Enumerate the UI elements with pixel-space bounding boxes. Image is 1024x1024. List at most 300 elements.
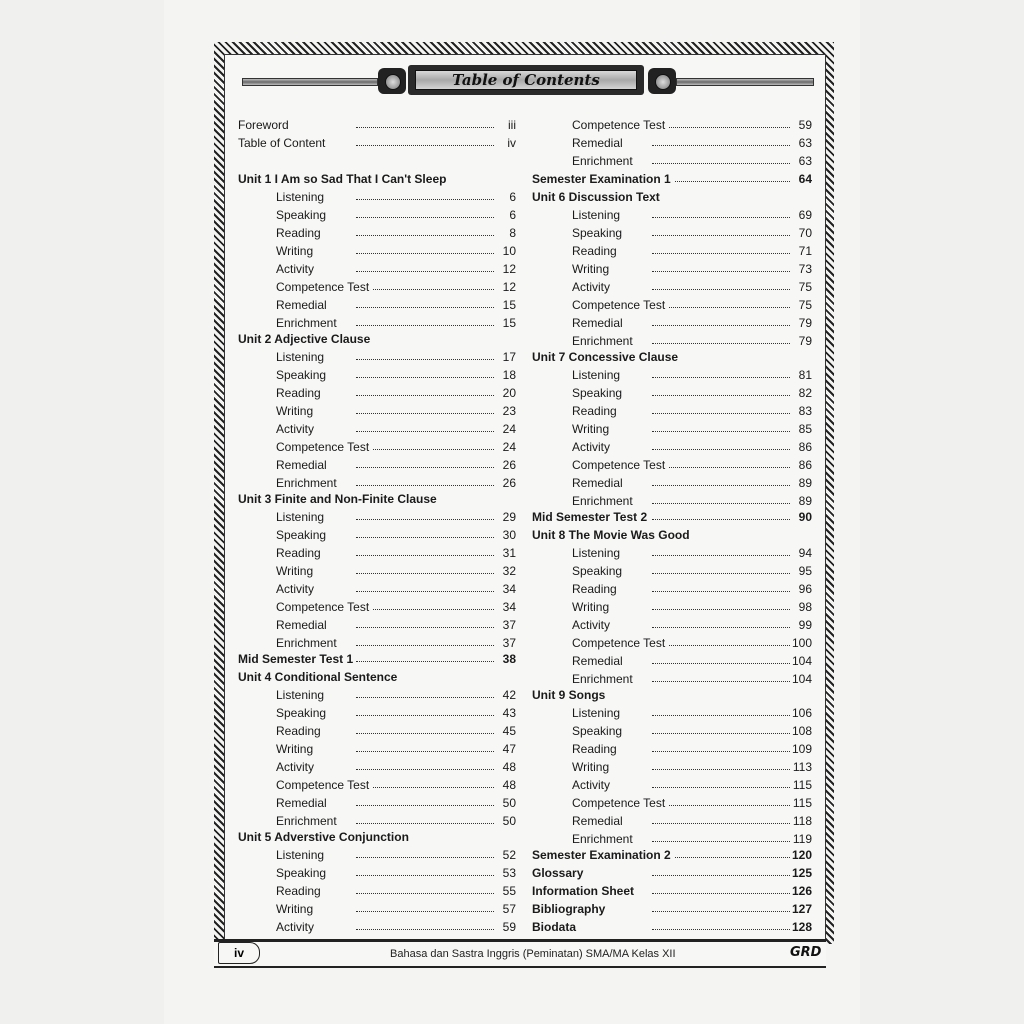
toc-leader-dots [652,503,790,504]
toc-entry-label: Enrichment [276,814,337,828]
toc-entry-label: Table of Content [238,136,326,150]
toc-page-number: 95 [798,564,812,578]
toc-entry [276,618,516,632]
toc-leader-dots [652,663,790,664]
toc-entry [276,600,516,614]
toc-page-number: 128 [791,920,812,934]
toc-page-number: 81 [798,368,812,382]
toc-entry-label: Activity [572,778,611,792]
toc-unit-heading [238,670,397,684]
toc-entry [572,386,812,400]
toc-entry [572,118,812,132]
toc-entry [572,154,812,168]
toc-entry-label: Speaking [276,368,327,382]
toc-page-number: 30 [502,528,516,542]
toc-entry-label: Unit 8 The Movie Was Good [532,528,690,542]
toc-entry-label: Enrichment [572,334,633,348]
toc-leader-dots [356,431,494,432]
toc-entry [276,404,516,418]
toc-entry-label: Enrichment [572,672,633,686]
toc-entry-label: Listening [572,208,621,222]
toc-entry-label: Activity [572,280,611,294]
toc-entry [276,350,516,364]
toc-entry [572,742,812,756]
toc-page-number: 12 [502,262,516,276]
toc-entry [276,244,516,258]
toc-leader-dots [356,413,494,414]
toc-entry-label: Reading [276,226,321,240]
header-rule-right [676,78,814,86]
toc-entry [572,136,812,150]
toc-leader-dots [373,609,494,610]
toc-page-number: 86 [798,440,812,454]
toc-leader-dots [356,911,494,912]
toc-entry [276,280,516,294]
toc-leader-dots [356,715,494,716]
toc-leader-dots [652,751,790,752]
toc-page-number: 85 [798,422,812,436]
toc-entry-label: Information Sheet [532,884,635,898]
toc-leader-dots [356,769,494,770]
toc-entry [276,440,516,454]
toc-page-number: 32 [502,564,516,578]
toc-page-number: 75 [798,298,812,312]
toc-entry-label: Reading [276,884,321,898]
toc-leader-dots [652,431,790,432]
toc-entry-label: Competence Test [276,778,370,792]
toc-leader-dots [652,733,790,734]
toc-entry-label: Competence Test [276,440,370,454]
toc-entry [276,902,516,916]
toc-entry-label: Writing [276,404,314,418]
toc-entry-label: Remedial [276,796,327,810]
toc-page-number: 12 [502,280,516,294]
toc-entry-label: Unit 6 Discussion Text [532,190,660,204]
toc-leader-dots [356,199,494,200]
toc-leader-dots [652,271,790,272]
toc-page-number: 55 [502,884,516,898]
toc-leader-dots [652,343,790,344]
toc-page-number: 34 [502,600,516,614]
toc-page-number: 24 [502,440,516,454]
toc-entry [572,440,812,454]
toc-entry-label: Writing [276,564,314,578]
toc-entry [572,316,812,330]
toc-leader-dots [356,485,494,486]
toc-page-number: 90 [798,510,812,524]
toc-entry-label: Biodata [532,920,577,934]
toc-page-number: 17 [502,350,516,364]
toc-entry-label: Writing [276,902,314,916]
toc-page-number: 104 [791,654,812,668]
toc-entry-label: Remedial [572,654,623,668]
toc-page-number: 119 [792,832,812,846]
toc-leader-dots [652,893,790,894]
toc-unit-heading [238,830,409,844]
toc-entry-label: Unit 2 Adjective Clause [238,332,371,346]
toc-leader-dots [675,181,790,182]
toc-entry-label: Competence Test [572,118,666,132]
toc-leader-dots [652,573,790,574]
toc-leader-dots [652,217,790,218]
toc-entry [572,832,812,846]
toc-leader-dots [652,681,790,682]
toc-page-number: 83 [798,404,812,418]
toc-leader-dots [652,769,790,770]
toc-entry-label: Competence Test [276,280,370,294]
toc-entry [276,226,516,240]
toc-leader-dots [652,609,790,610]
toc-entry-label: Writing [276,244,314,258]
toc-page-number: 34 [502,582,516,596]
toc-page-number: 100 [791,636,812,650]
toc-page-number: 127 [791,902,812,916]
toc-entry-label: Writing [572,600,610,614]
toc-entry-label: Enrichment [276,316,337,330]
toc-entry-label: Competence Test [276,600,370,614]
toc-entry-label: Mid Semester Test 2 [532,510,648,524]
toc-leader-dots [356,929,494,930]
toc-entry-label: Reading [276,546,321,560]
toc-entry [532,884,812,898]
toc-page-number: 6 [509,208,516,222]
toc-entry [572,368,812,382]
book-title: Bahasa dan Sastra Inggris (Peminatan) SMA/MA Kelas XII [390,948,676,960]
page-number: iv [218,942,260,964]
toc-page-number: 31 [502,546,516,560]
toc-page-number: 115 [792,796,812,810]
toc-leader-dots [356,395,494,396]
toc-entry [276,814,516,828]
toc-entry [572,280,812,294]
toc-entry-label: Activity [276,422,315,436]
toc-unit-heading [238,172,446,186]
toc-leader-dots [652,627,790,628]
toc-entry-label: Listening [572,546,621,560]
toc-entry-label: Remedial [572,316,623,330]
toc-entry [532,902,812,916]
toc-page-number: 38 [502,652,516,666]
toc-entry-label: Semester Examination 2 [532,848,671,862]
toc-page-number: 47 [502,742,516,756]
toc-leader-dots [373,449,494,450]
toc-leader-dots [652,163,790,164]
toc-page-number: 59 [502,920,516,934]
toc-page-number: 6 [509,190,516,204]
toc-leader-dots [356,145,494,146]
toc-entry [572,298,812,312]
toc-entry [276,510,516,524]
toc-page-number: 63 [798,136,812,150]
toc-entry-label: Speaking [276,706,327,720]
toc-page-number: 24 [502,422,516,436]
toc-entry [238,118,516,132]
toc-page-number: 89 [798,494,812,508]
toc-entry-label: Unit 5 Adverstive Conjunction [238,830,409,844]
toc-leader-dots [652,485,790,486]
toc-entry [572,458,812,472]
toc-entry [276,742,516,756]
toc-entry-label: Remedial [572,814,623,828]
toc-page-number: 15 [502,316,516,330]
toc-entry-label: Listening [572,368,621,382]
toc-entry-label: Speaking [572,386,623,400]
toc-page-number: 70 [798,226,812,240]
toc-entry-label: Remedial [276,298,327,312]
toc-entry-label: Speaking [572,724,623,738]
toc-leader-dots [669,127,790,128]
ornament-left [378,68,406,94]
toc-page-number: 106 [791,706,812,720]
toc-leader-dots [356,235,494,236]
toc-unit-heading [532,350,678,364]
toc-entry [276,796,516,810]
toc-leader-dots [675,857,790,858]
toc-page-number: 37 [502,618,516,632]
toc-unit-heading [532,528,690,542]
toc-entry-label: Competence Test [572,636,666,650]
toc-entry-label: Reading [572,404,617,418]
toc-leader-dots [356,217,494,218]
toc-leader-dots [356,127,494,128]
toc-entry-label: Glossary [532,866,584,880]
toc-entry-label: Listening [276,848,325,862]
toc-entry-label: Reading [276,386,321,400]
toc-entry [572,636,812,650]
toc-page-number: 79 [798,316,812,330]
toc-leader-dots [652,377,790,378]
toc-entry [238,136,516,150]
toc-page-number: 23 [502,404,516,418]
toc-entry-label: Activity [276,920,315,934]
toc-entry [572,226,812,240]
toc-page-number: 50 [502,796,516,810]
toc-page-number: 64 [798,172,812,186]
toc-leader-dots [652,787,790,788]
toc-entry-label: Activity [572,618,611,632]
toc-entry [276,190,516,204]
toc-entry-label: Remedial [572,136,623,150]
toc-entry-label: Competence Test [572,796,666,810]
toc-unit-heading [532,688,605,702]
toc-leader-dots [356,307,494,308]
title-banner [408,65,644,95]
toc-leader-dots [356,253,494,254]
toc-leader-dots [356,751,494,752]
publisher-logo: GRD [790,945,822,960]
toc-leader-dots [356,893,494,894]
toc-leader-dots [356,555,494,556]
toc-page-number: 120 [791,848,812,862]
toc-leader-dots [669,467,790,468]
toc-leader-dots [652,235,790,236]
toc-page-number: 94 [798,546,812,560]
toc-leader-dots [356,823,494,824]
toc-entry [532,866,812,880]
toc-entry-label: Unit 3 Finite and Non-Finite Clause [238,492,437,506]
toc-leader-dots [356,857,494,858]
toc-page-number: 45 [502,724,516,738]
toc-entry-label: Speaking [276,528,327,542]
toc-entry [572,618,812,632]
toc-entry [572,546,812,560]
toc-leader-dots [652,145,790,146]
toc-page-number: 104 [791,672,812,686]
toc-leader-dots [652,325,790,326]
toc-entry-label: Unit 9 Songs [532,688,606,702]
toc-entry [572,778,812,792]
toc-page-number: 98 [798,600,812,614]
toc-leader-dots [373,787,494,788]
toc-entry [572,244,812,258]
toc-leader-dots [652,591,790,592]
toc-unit-heading [238,492,437,506]
ornament-right [648,68,676,94]
toc-entry-label: Writing [276,742,314,756]
toc-entry-label: Listening [276,190,325,204]
toc-leader-dots [652,875,790,876]
toc-entry-label: Remedial [276,618,327,632]
toc-leader-dots [356,359,494,360]
toc-leader-dots [652,823,790,824]
toc-entry [276,688,516,702]
toc-page-number: 29 [502,510,516,524]
toc-leader-dots [356,733,494,734]
toc-page-number: 73 [798,262,812,276]
toc-leader-dots [652,911,790,912]
toc-page-number: 26 [502,476,516,490]
toc-page-number: 75 [798,280,812,294]
toc-page-number: 99 [798,618,812,632]
toc-leader-dots [356,591,494,592]
toc-entry [276,706,516,720]
toc-page-number: 26 [502,458,516,472]
toc-page-number: iv [507,136,516,150]
toc-leader-dots [356,805,494,806]
toc-leader-dots [652,395,790,396]
toc-entry-label: Reading [572,582,617,596]
toc-page-number: 126 [791,884,812,898]
toc-page-number: 42 [502,688,516,702]
toc-entry-label: Competence Test [572,458,666,472]
toc-entry [276,760,516,774]
toc-entry-label: Listening [276,350,325,364]
toc-page-number: 48 [502,760,516,774]
toc-page-number: 109 [791,742,812,756]
toc-leader-dots [356,537,494,538]
toc-entry-label: Mid Semester Test 1 [238,652,354,666]
toc-leader-dots [356,271,494,272]
toc-page-number: 59 [798,118,812,132]
toc-entry-label: Activity [276,582,315,596]
toc-page-number: 113 [792,760,812,774]
toc-entry [572,706,812,720]
toc-entry [572,600,812,614]
toc-leader-dots [652,519,790,520]
toc-entry-label: Speaking [572,564,623,578]
toc-entry-label: Listening [276,510,325,524]
toc-leader-dots [652,715,790,716]
toc-entry [532,510,812,524]
toc-entry-label: Remedial [572,476,623,490]
toc-entry [276,386,516,400]
toc-entry-label: Activity [572,440,611,454]
toc-page-number: 108 [791,724,812,738]
toc-entry-label: Unit 1 I Am so Sad That I Can't Sleep [238,172,447,186]
toc-leader-dots [356,467,494,468]
toc-entry [572,672,812,686]
toc-entry [532,172,812,186]
toc-page-number: 43 [502,706,516,720]
toc-entry [276,208,516,222]
toc-page-number: iii [508,118,516,132]
toc-leader-dots [356,627,494,628]
toc-entry-label: Activity [276,262,315,276]
toc-page-number: 37 [502,636,516,650]
page-title: Table of Contents [415,70,637,90]
toc-entry [276,368,516,382]
toc-entry-label: Writing [572,760,610,774]
toc-entry-label: Reading [572,244,617,258]
toc-page-number: 53 [502,866,516,880]
toc-entry [276,546,516,560]
toc-leader-dots [373,289,494,290]
toc-leader-dots [669,307,790,308]
toc-leader-dots [356,519,494,520]
toc-entry-label: Bibliography [532,902,606,916]
toc-leader-dots [652,929,790,930]
toc-entry [276,724,516,738]
toc-entry [572,760,812,774]
toc-entry [276,778,516,792]
toc-leader-dots [652,253,790,254]
toc-entry-label: Enrichment [276,476,337,490]
toc-leader-dots [356,573,494,574]
toc-leader-dots [356,377,494,378]
toc-entry [572,208,812,222]
toc-page-number: 79 [798,334,812,348]
toc-entry [276,316,516,330]
toc-entry-label: Competence Test [572,298,666,312]
toc-page-number: 18 [502,368,516,382]
toc-entry-label: Enrichment [572,154,633,168]
toc-entry [572,334,812,348]
toc-entry-label: Foreword [238,118,289,132]
toc-entry [276,422,516,436]
toc-entry-label: Writing [572,262,610,276]
toc-entry [572,404,812,418]
toc-entry-label: Enrichment [572,494,633,508]
toc-entry-label: Writing [572,422,610,436]
toc-leader-dots [669,645,790,646]
toc-entry [572,564,812,578]
toc-entry [276,866,516,880]
toc-page-number: 48 [502,778,516,792]
toc-entry [276,920,516,934]
toc-entry-label: Speaking [276,208,327,222]
toc-entry [276,582,516,596]
toc-entry [532,848,812,862]
toc-entry-label: Remedial [276,458,327,472]
toc-leader-dots [652,841,790,842]
toc-entry-label: Speaking [276,866,327,880]
toc-entry [276,298,516,312]
toc-entry [572,654,812,668]
toc-page-number: 96 [798,582,812,596]
toc-page-number: 10 [502,244,516,258]
toc-page-number: 52 [502,848,516,862]
toc-entry [276,636,516,650]
